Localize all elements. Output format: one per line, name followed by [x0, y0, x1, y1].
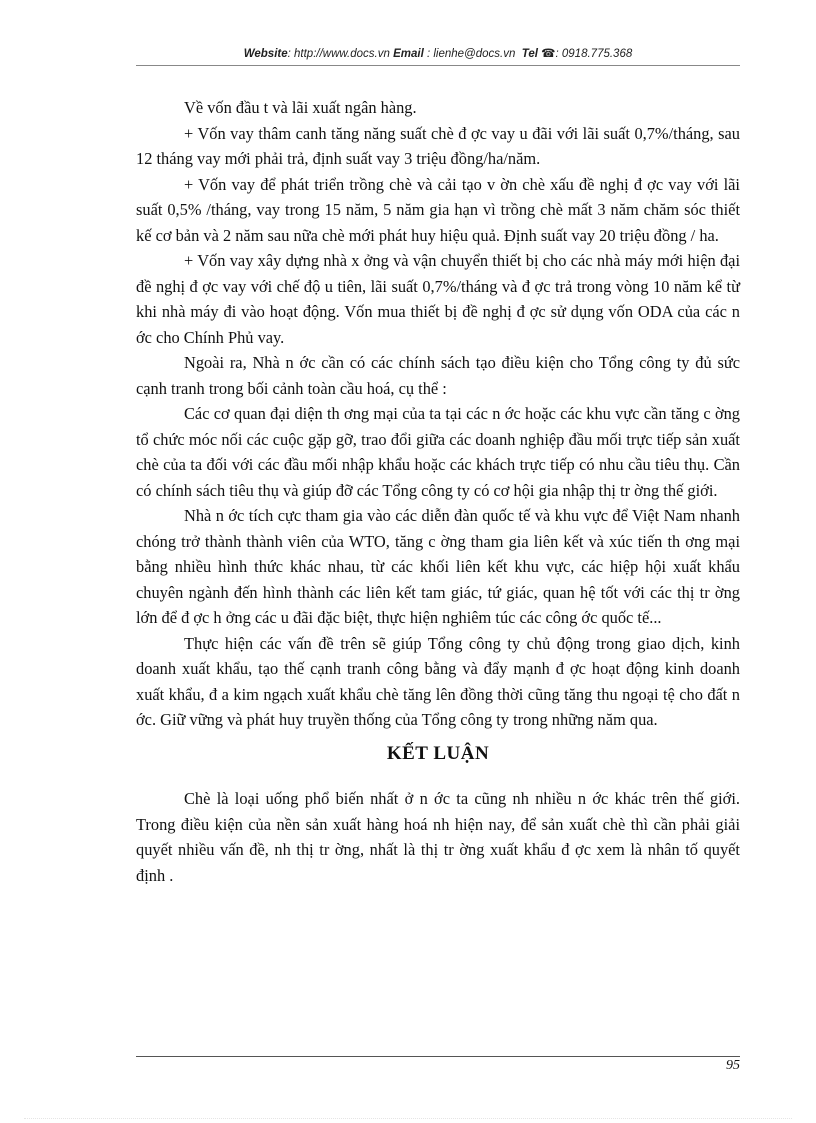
- paragraph: + Vốn vay để phát triển trồng chè và cải tạo v ờn chè xấu đề nghị đ ợc vay với lãi suất 0,5% /tháng, vay trong 15 năm, 5 năm gia hạn vì trồng chè mất 3 năm chăm sóc thiết kế cơ bản và 2 năm sau nữa chè mới phát huy hiệu quả. Định suất vay 20 triệu đồng / ha.: [136, 174, 740, 245]
- paragraph: + Vốn vay thâm canh tăng năng suất chè đ ợc vay u đãi với lãi suất 0,7%/tháng, sau 12 tháng vay mới phải trả, định suất vay 3 triệu đồng/ha/năm.: [136, 123, 740, 168]
- footer-divider: [136, 1056, 740, 1057]
- paragraph: Về vốn đầu t và lãi xuất ngân hàng.: [184, 98, 417, 117]
- email-label: Email: [393, 48, 424, 60]
- tel-value: : 0918.775.368: [555, 48, 633, 60]
- page-header: [136, 46, 740, 60]
- paragraph: Nhà n ớc tích cực tham gia vào các diễn đàn quốc tế và khu vực để Việt Nam nhanh chóng trở thành thành viên của WTO, tăng c ờng tham gia liên kết và xúc tiến th ơng mại bằng nhiều hình thức khác nhau, từ các khối liên kết khu vực, các hiệp hội xuất khẩu chuyên ngành đến hình thành các liên kết tam giác, tứ giác, quan hệ tốt với các thị tr ờng lớn để đ ợc h ởng các u đãi đặc biệt, thực hiện nghiêm túc các công ớc quốc tế...: [136, 506, 740, 627]
- paragraph: Thực hiện các vấn đề trên sẽ giúp Tổng công ty chủ động trong giao dịch, kinh doanh xuất khẩu, tạo thế cạnh tranh công bằng và đẩy mạnh đ ợc hoạt động kinh doanh xuất khẩu, đ a kim ngạch xuất khẩu chè tăng lên đồng thời cũng tăng thu ngoại tệ cho đất n ớc. Giữ vững và phát huy truyền thống của Tổng công ty trong những năm qua.: [136, 633, 740, 729]
- phone-icon: ☎: [541, 48, 556, 60]
- page-number: 95: [726, 1058, 740, 1073]
- paragraph: Các cơ quan đại diện th ơng mại của ta tại các n ớc hoặc các khu vực cần tăng c ờng tổ chức móc nối các cuộc gặp gỡ, trao đổi giữa các doanh nghiệp đầu mối trực tiếp sản xuất chè của ta đối với các đầu mối nhập khẩu hoặc các khách trực tiếp có nhu cầu tiêu thụ. Cần có chính sách tiêu thụ và giúp đỡ các Tổng công ty có cơ hội gia nhập thị tr ờng thế giới.: [136, 404, 740, 500]
- paragraph: Ngoài ra, Nhà n ớc cần có các chính sách tạo điều kiện cho Tổng công ty đủ sức cạnh tranh trong bối cảnh toàn cầu hoá, cụ thể :: [136, 353, 740, 398]
- tel-label: Tel: [521, 48, 538, 60]
- page-bottom-border: [24, 1118, 792, 1119]
- website-value: : http://www.docs.vn: [287, 48, 394, 60]
- paragraph: Chè là loại uống phổ biến nhất ở n ớc ta cũng nh nhiều n ớc khác trên thế giới. Trong điều kiện của nền sản xuất hàng hoá nh hiện nay, để sản xuất chè thì cần phải giải quyết nhiều vấn đề, nh thị tr ờng, nhất là thị tr ờng xuất khẩu đ ợc xem là nhân tố quyết định .: [136, 789, 740, 885]
- email-value: : lienhe@docs.vn: [423, 48, 519, 60]
- header-divider: [136, 65, 740, 66]
- section-title: KẾT LUẬN: [386, 742, 490, 764]
- website-label: Website: [243, 48, 288, 60]
- document-body: [136, 95, 740, 888]
- paragraph: + Vốn vay xây dựng nhà x ởng và vận chuyển thiết bị cho các nhà máy mới hiện đại đề nghị đ ợc vay với chế độ u tiên, lãi suất 0,7%/tháng và đ ợc trả trong vòng 10 năm kể từ khi nhà máy đi vào hoạt động. Vốn mua thiết bị đề nghị đ ợc sử dụng vốn ODA của các n ớc cho Chính Phủ vay.: [136, 251, 740, 347]
